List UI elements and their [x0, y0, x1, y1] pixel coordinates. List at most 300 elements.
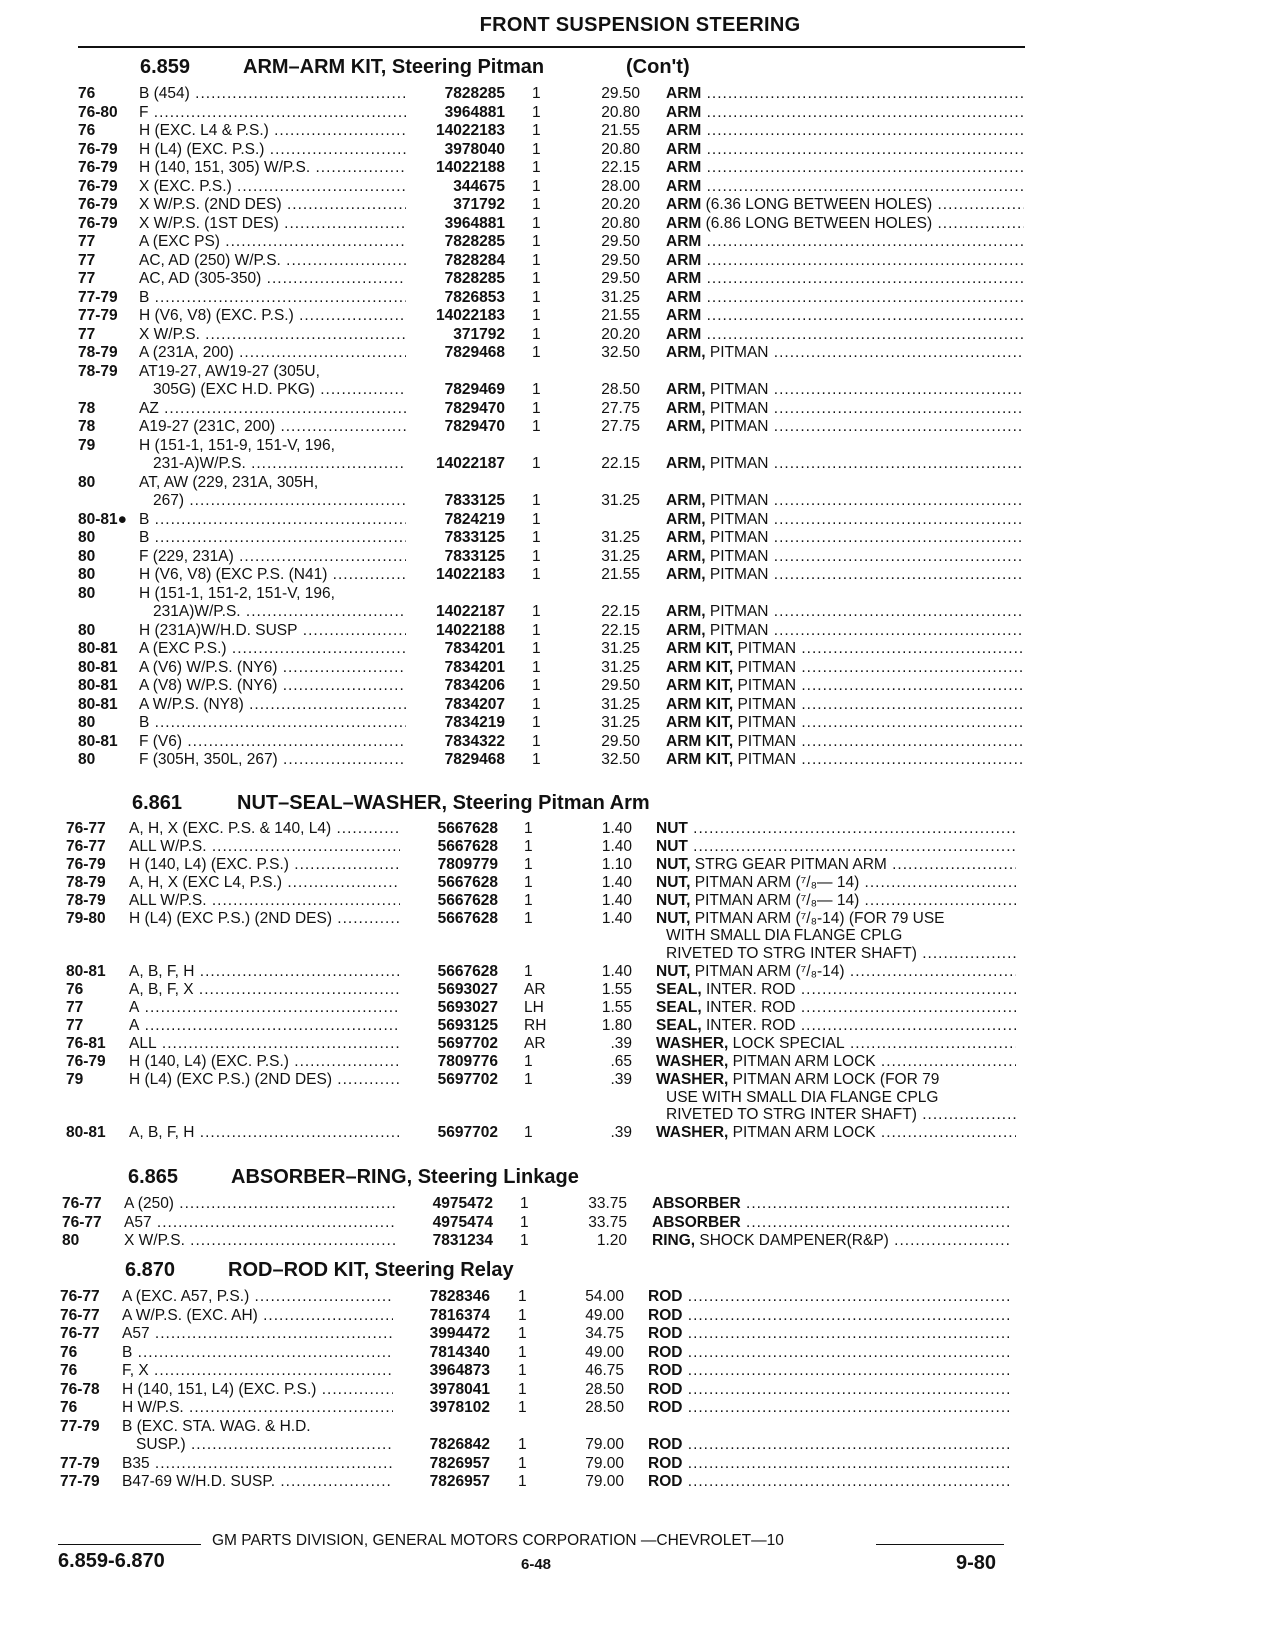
row-description: [666, 159, 1024, 177]
row-model: X W/P.S. (2ND DES) .....: [139, 196, 406, 214]
row-year: 76-78: [60, 1381, 100, 1398]
row-description: [656, 856, 1016, 874]
row-description: [666, 196, 1024, 214]
row-quantity: 1: [532, 640, 541, 657]
row-price: 33.75: [588, 1195, 627, 1212]
row-price: 29.50: [601, 270, 640, 287]
row-price: 49.00: [585, 1307, 624, 1324]
row-description-name: WASHER,: [656, 1071, 729, 1088]
row-description-detail: WITH SMALL DIA FLANGE CPLG: [666, 927, 903, 944]
row-year: 80: [62, 1232, 80, 1249]
row-year: 76-77: [66, 820, 106, 837]
row-description-detail: PITMAN ARM (⁷/₈— 14): [690, 874, 860, 891]
row-price: 21.55: [601, 307, 640, 324]
row-part-number: 5667628: [437, 910, 498, 927]
table-row: [0, 141, 1280, 159]
row-part-number: 14022188: [436, 159, 505, 176]
row-description-detail: PITMAN: [733, 733, 797, 750]
table-row: [0, 927, 1280, 945]
row-year: 78-79: [78, 363, 118, 380]
row-quantity: 1: [532, 196, 541, 213]
row-quantity: 1: [532, 381, 541, 398]
row-model: A (V6) W/P.S. (NY6) .....: [139, 659, 406, 677]
row-description-detail: PITMAN ARM LOCK (FOR 79: [728, 1071, 940, 1088]
row-year: 77-79: [60, 1418, 100, 1435]
row-description-name: ARM,: [666, 344, 706, 361]
table-row: [0, 252, 1280, 270]
table-row: [0, 1436, 1280, 1454]
row-year: 76-77: [60, 1307, 100, 1324]
row-part-number: 5697702: [437, 1124, 498, 1141]
row-price: 1.10: [601, 856, 632, 873]
table-row: [0, 603, 1280, 621]
row-model: A19-27 (231C, 200) .....: [139, 418, 406, 436]
row-description: [648, 1362, 1010, 1380]
row-description: [666, 233, 1024, 251]
row-quantity: 1: [518, 1455, 527, 1472]
row-part-number: 7833125: [444, 548, 505, 565]
row-description-detail: PITMAN: [705, 381, 769, 398]
row-part-number: 3978102: [429, 1399, 490, 1416]
section-heading: [0, 54, 1280, 80]
row-model: H (231A)W/H.D. SUSP .....: [139, 622, 406, 640]
footer-page-number: 6-48: [521, 1556, 552, 1573]
table-row: [0, 696, 1280, 714]
row-part-number: 7833125: [444, 492, 505, 509]
row-description: [666, 622, 1024, 640]
row-price: 1.40: [601, 963, 632, 980]
row-description-name: ARM: [666, 196, 702, 213]
row-description: [648, 1455, 1010, 1473]
row-year: 77: [78, 326, 96, 343]
row-description-detail: PITMAN: [705, 566, 769, 583]
table-row: [0, 122, 1280, 140]
table-row: [0, 492, 1280, 510]
row-model: A W/P.S. (NY8) .....: [139, 696, 406, 714]
row-description: [666, 85, 1024, 103]
row-model: 305G) (EXC H.D. PKG) .....: [153, 381, 406, 399]
row-year: 76-79: [78, 178, 118, 195]
table-row: [0, 945, 1280, 963]
row-price: 31.25: [601, 492, 640, 509]
row-price: 1.80: [601, 1017, 632, 1034]
row-model: H (151-1, 151-9, 151-V, 196,: [139, 437, 335, 454]
row-price: 31.25: [601, 289, 640, 306]
row-quantity: 1: [524, 1053, 533, 1070]
footer-rule-right: [876, 1544, 1004, 1545]
row-quantity: 1: [532, 677, 541, 694]
row-year: 78-79: [78, 344, 118, 361]
row-quantity: 1: [532, 289, 541, 306]
row-price: 28.50: [601, 381, 640, 398]
row-description-name: ABSORBER: [652, 1214, 741, 1231]
row-description: [666, 141, 1024, 159]
row-description-name: NUT,: [656, 892, 691, 909]
row-year: 80: [78, 751, 96, 768]
table-row: [0, 1232, 1280, 1250]
row-quantity: 1: [518, 1325, 527, 1342]
row-description-name: ROD: [648, 1473, 683, 1490]
row-price: 49.00: [585, 1344, 624, 1361]
row-model: A (250) .....: [124, 1195, 395, 1213]
row-description-name: RING,: [652, 1232, 696, 1249]
row-part-number: 5667628: [437, 874, 498, 891]
row-part-number: 3994472: [429, 1325, 490, 1342]
row-price: .39: [610, 1071, 632, 1088]
row-description-name: ARM: [666, 289, 702, 306]
row-description-name: ARM,: [666, 492, 706, 509]
row-model: ALL .....: [129, 1035, 400, 1053]
row-quantity: 1: [520, 1232, 529, 1249]
row-price: 28.50: [585, 1381, 624, 1398]
row-description-name: ARM KIT,: [666, 751, 734, 768]
row-price: 46.75: [585, 1362, 624, 1379]
row-price: 22.15: [601, 622, 640, 639]
row-quantity: 1: [524, 1124, 533, 1141]
row-quantity: 1: [532, 215, 541, 232]
row-description: [656, 963, 1016, 981]
row-description-name: ARM,: [666, 381, 706, 398]
row-part-number: 7829468: [444, 344, 505, 361]
row-part-number: 5667628: [437, 963, 498, 980]
row-model: F (305H, 350L, 267) .....: [139, 751, 406, 769]
row-quantity: 1: [532, 159, 541, 176]
row-description-name: ARM: [666, 104, 702, 121]
row-price: 31.25: [601, 640, 640, 657]
row-model: X W/P.S. .....: [124, 1232, 395, 1250]
row-part-number: 7829470: [444, 400, 505, 417]
page-title: FRONT SUSPENSION STEERING: [479, 14, 801, 36]
row-description: [666, 289, 1024, 307]
row-price: 22.15: [601, 603, 640, 620]
row-description-name: ARM,: [666, 418, 706, 435]
row-part-number: 7834201: [444, 640, 505, 657]
row-part-number: 14022187: [436, 455, 505, 472]
row-part-number: 3964881: [444, 215, 505, 232]
row-year: 76-79: [78, 141, 118, 158]
row-description: [656, 1017, 1016, 1035]
row-model: H (V6, V8) (EXC P.S. (N41) .....: [139, 566, 406, 584]
table-row: [0, 714, 1280, 732]
row-year: 80-81: [78, 696, 118, 713]
row-description-detail: (6.86 LONG BETWEEN HOLES): [701, 215, 933, 232]
row-part-number: 5693027: [437, 981, 498, 998]
row-price: 20.20: [601, 326, 640, 343]
row-price: 1.20: [596, 1232, 627, 1249]
row-model: A W/P.S. (EXC. AH) .....: [122, 1307, 393, 1325]
row-part-number: 14022183: [436, 122, 505, 139]
table-row: [0, 892, 1280, 910]
footer-date: 9-80: [956, 1552, 997, 1574]
row-quantity: 1: [532, 492, 541, 509]
row-quantity: 1: [524, 874, 533, 891]
row-model: B .....: [139, 714, 406, 732]
row-description: [656, 981, 1016, 999]
row-quantity: 1: [518, 1473, 527, 1490]
row-description-name: NUT,: [656, 874, 691, 891]
row-year: 76: [78, 85, 96, 102]
row-year: 80-81: [66, 1124, 106, 1141]
row-description-name: NUT,: [656, 910, 691, 927]
row-part-number: 5667628: [437, 892, 498, 909]
row-description-detail: PITMAN: [733, 696, 797, 713]
row-year: 76: [60, 1399, 78, 1416]
row-description: [648, 1473, 1010, 1491]
row-model: H (L4) (EXC. P.S.) .....: [139, 141, 406, 159]
row-model: H (L4) (EXC P.S.) (2ND DES) .....: [129, 1071, 400, 1089]
row-part-number: 7834201: [444, 659, 505, 676]
row-part-number: 14022187: [436, 603, 505, 620]
row-description-detail: PITMAN: [705, 418, 769, 435]
row-model: X (EXC. P.S.) .....: [139, 178, 406, 196]
row-description-name: ARM: [666, 252, 702, 269]
row-price: 79.00: [585, 1455, 624, 1472]
row-year: 76-79: [78, 215, 118, 232]
row-model: H (140, 151, L4) (EXC. P.S.) .....: [122, 1381, 393, 1399]
row-quantity: AR: [524, 1035, 546, 1052]
section-heading: [0, 1257, 1280, 1283]
row-part-number: 371792: [453, 326, 505, 343]
table-row: [0, 963, 1280, 981]
row-part-number: 371792: [453, 196, 505, 213]
row-description-detail: PITMAN: [705, 344, 769, 361]
table-row: [0, 289, 1280, 307]
row-part-number: 7831234: [432, 1232, 493, 1249]
row-description-detail: STRG GEAR PITMAN ARM: [690, 856, 887, 873]
row-description-name: WASHER,: [656, 1035, 729, 1052]
row-description: [656, 838, 1016, 856]
table-row: [0, 751, 1280, 769]
row-description: [656, 820, 1016, 838]
row-description: [666, 400, 1024, 418]
row-description-name: ROD: [648, 1344, 683, 1361]
row-price: 1.40: [601, 820, 632, 837]
row-description: [656, 910, 1016, 928]
row-part-number: 7834322: [444, 733, 505, 750]
row-description: [648, 1344, 1010, 1362]
table-row: [0, 233, 1280, 251]
section-heading: [0, 790, 1280, 816]
row-model: AZ .....: [139, 400, 406, 418]
row-description-detail: USE WITH SMALL DIA FLANGE CPLG: [666, 1089, 939, 1106]
row-model: AT, AW (229, 231A, 305H,: [139, 474, 319, 491]
row-model: A, B, F, H .....: [129, 1124, 400, 1142]
row-part-number: 14022188: [436, 622, 505, 639]
row-quantity: 1: [532, 85, 541, 102]
row-model: B .....: [139, 529, 406, 547]
row-model: A (231A, 200) .....: [139, 344, 406, 362]
row-description: [666, 381, 1024, 399]
row-description-detail: PITMAN: [705, 511, 769, 528]
row-description-name: ARM: [666, 178, 702, 195]
row-year: 80-81: [78, 640, 118, 657]
row-description-detail: PITMAN: [733, 677, 797, 694]
row-year: 80-81●: [78, 511, 128, 528]
row-year: 76-77: [62, 1214, 102, 1231]
table-row: [0, 1106, 1280, 1124]
row-model: AT19-27, AW19-27 (305U,: [139, 363, 320, 380]
row-description-name: ARM,: [666, 622, 706, 639]
row-year: 80: [78, 548, 96, 565]
table-row: [0, 511, 1280, 529]
row-part-number: 7829468: [444, 751, 505, 768]
row-price: 31.25: [601, 659, 640, 676]
table-row: [0, 1399, 1280, 1417]
row-year: 76: [60, 1362, 78, 1379]
row-quantity: 1: [532, 455, 541, 472]
header-rule: [78, 46, 1025, 48]
row-description-name: ARM,: [666, 400, 706, 417]
section-number: 6.865: [128, 1166, 179, 1188]
row-year: 80-81: [78, 659, 118, 676]
row-price: 29.50: [601, 85, 640, 102]
row-model: X W/P.S. .....: [139, 326, 406, 344]
table-row: [0, 874, 1280, 892]
row-quantity: 1: [532, 400, 541, 417]
table-row: [0, 677, 1280, 695]
row-year: 76-81: [66, 1035, 106, 1052]
row-year: 78: [78, 418, 96, 435]
section-title: NUT–SEAL–WASHER, Steering Pitman Arm: [237, 792, 650, 814]
row-description-detail: PITMAN ARM (⁷/₈-14) (FOR 79 USE: [690, 910, 945, 927]
row-description-name: ARM KIT,: [666, 714, 734, 731]
row-quantity: 1: [532, 529, 541, 546]
row-description-name: NUT,: [656, 856, 691, 873]
row-price: 28.00: [601, 178, 640, 195]
row-year: 76-77: [60, 1325, 100, 1342]
row-model: F (229, 231A) .....: [139, 548, 406, 566]
row-description: [652, 1195, 1012, 1213]
row-description: [666, 122, 1024, 140]
row-price: 1.40: [601, 892, 632, 909]
row-description: [656, 999, 1016, 1017]
row-model: A (EXC P.S.) .....: [139, 640, 406, 658]
row-price: 79.00: [585, 1473, 624, 1490]
row-part-number: 5693125: [437, 1017, 498, 1034]
row-year: 76: [78, 122, 96, 139]
row-model: A .....: [129, 999, 400, 1017]
row-price: 1.40: [601, 838, 632, 855]
row-description: [666, 566, 1024, 584]
row-description-detail: RIVETED TO STRG INTER SHAFT): [666, 1106, 917, 1123]
row-description-detail: INTER. ROD: [701, 981, 796, 998]
table-row: [0, 1035, 1280, 1053]
row-description-detail: LOCK SPECIAL: [728, 1035, 845, 1052]
row-price: 21.55: [601, 122, 640, 139]
row-model: A (EXC PS) .....: [139, 233, 406, 251]
row-part-number: 5697702: [437, 1071, 498, 1088]
row-price: 27.75: [601, 400, 640, 417]
row-model: H (140, L4) (EXC. P.S.) .....: [129, 1053, 400, 1071]
row-price: 1.55: [601, 981, 632, 998]
row-year: 76-80: [78, 104, 118, 121]
row-description: [666, 307, 1024, 325]
row-description-name: ARM,: [666, 566, 706, 583]
row-model: H W/P.S. .....: [122, 1399, 393, 1417]
row-quantity: 1: [518, 1307, 527, 1324]
row-description: [648, 1436, 1010, 1454]
row-part-number: 7826842: [429, 1436, 490, 1453]
row-description-name: ARM,: [666, 603, 706, 620]
row-price: 54.00: [585, 1288, 624, 1305]
row-part-number: 7829470: [444, 418, 505, 435]
row-quantity: 1: [518, 1288, 527, 1305]
row-model: A, H, X (EXC. P.S. & 140, L4) .....: [129, 820, 400, 838]
row-description-name: ARM,: [666, 548, 706, 565]
table-row: [0, 363, 1280, 381]
row-description-detail: PITMAN ARM (⁷/₈— 14): [690, 892, 860, 909]
row-year: 80-81: [78, 677, 118, 694]
row-price: 32.50: [601, 344, 640, 361]
row-description-name: ARM,: [666, 529, 706, 546]
row-price: 29.50: [601, 733, 640, 750]
row-price: 21.55: [601, 566, 640, 583]
row-part-number: 7833125: [444, 529, 505, 546]
row-model: AC, AD (305-350) .....: [139, 270, 406, 288]
row-description: [666, 1106, 1016, 1124]
row-quantity: 1: [532, 751, 541, 768]
row-description: [656, 1035, 1016, 1053]
row-part-number: 7816374: [429, 1307, 490, 1324]
row-description: [652, 1232, 1012, 1250]
table-row: [0, 400, 1280, 418]
row-description: [648, 1381, 1010, 1399]
row-price: 31.25: [601, 696, 640, 713]
row-part-number: 7809779: [437, 856, 498, 873]
row-quantity: 1: [532, 418, 541, 435]
row-description-detail: PITMAN: [733, 714, 797, 731]
row-year: 76-77: [62, 1195, 102, 1212]
row-year: 76-79: [78, 159, 118, 176]
row-price: 20.80: [601, 141, 640, 158]
table-row: [0, 548, 1280, 566]
row-quantity: 1: [524, 910, 533, 927]
row-part-number: 3964873: [429, 1362, 490, 1379]
row-quantity: 1: [520, 1214, 529, 1231]
row-model: H (151-1, 151-2, 151-V, 196,: [139, 585, 335, 602]
row-description-detail: PITMAN: [705, 622, 769, 639]
row-quantity: 1: [524, 820, 533, 837]
row-description-name: ARM: [666, 159, 702, 176]
row-description: [666, 751, 1024, 769]
row-quantity: 1: [518, 1344, 527, 1361]
row-quantity: 1: [532, 603, 541, 620]
table-row: [0, 838, 1280, 856]
row-model: A (EXC. A57, P.S.) .....: [122, 1288, 393, 1306]
row-model: F (V6) .....: [139, 733, 406, 751]
row-year: 79: [66, 1071, 84, 1088]
row-price: 29.50: [601, 252, 640, 269]
row-part-number: 7826957: [429, 1455, 490, 1472]
row-quantity: 1: [532, 178, 541, 195]
table-row: [0, 1288, 1280, 1306]
row-quantity: 1: [532, 659, 541, 676]
row-part-number: 7826853: [444, 289, 505, 306]
row-description: [666, 733, 1024, 751]
row-description: [666, 104, 1024, 122]
row-model: A (V8) W/P.S. (NY6) .....: [139, 677, 406, 695]
table-row: [0, 1418, 1280, 1436]
row-description-detail: INTER. ROD: [701, 1017, 796, 1034]
row-price: .39: [610, 1124, 632, 1141]
row-part-number: 7824219: [444, 511, 505, 528]
table-row: [0, 733, 1280, 751]
row-description-name: ARM: [666, 270, 702, 287]
row-description-name: SEAL,: [656, 1017, 702, 1034]
row-description-detail: PITMAN: [705, 529, 769, 546]
row-year: 77-79: [78, 289, 118, 306]
table-row: [0, 981, 1280, 999]
